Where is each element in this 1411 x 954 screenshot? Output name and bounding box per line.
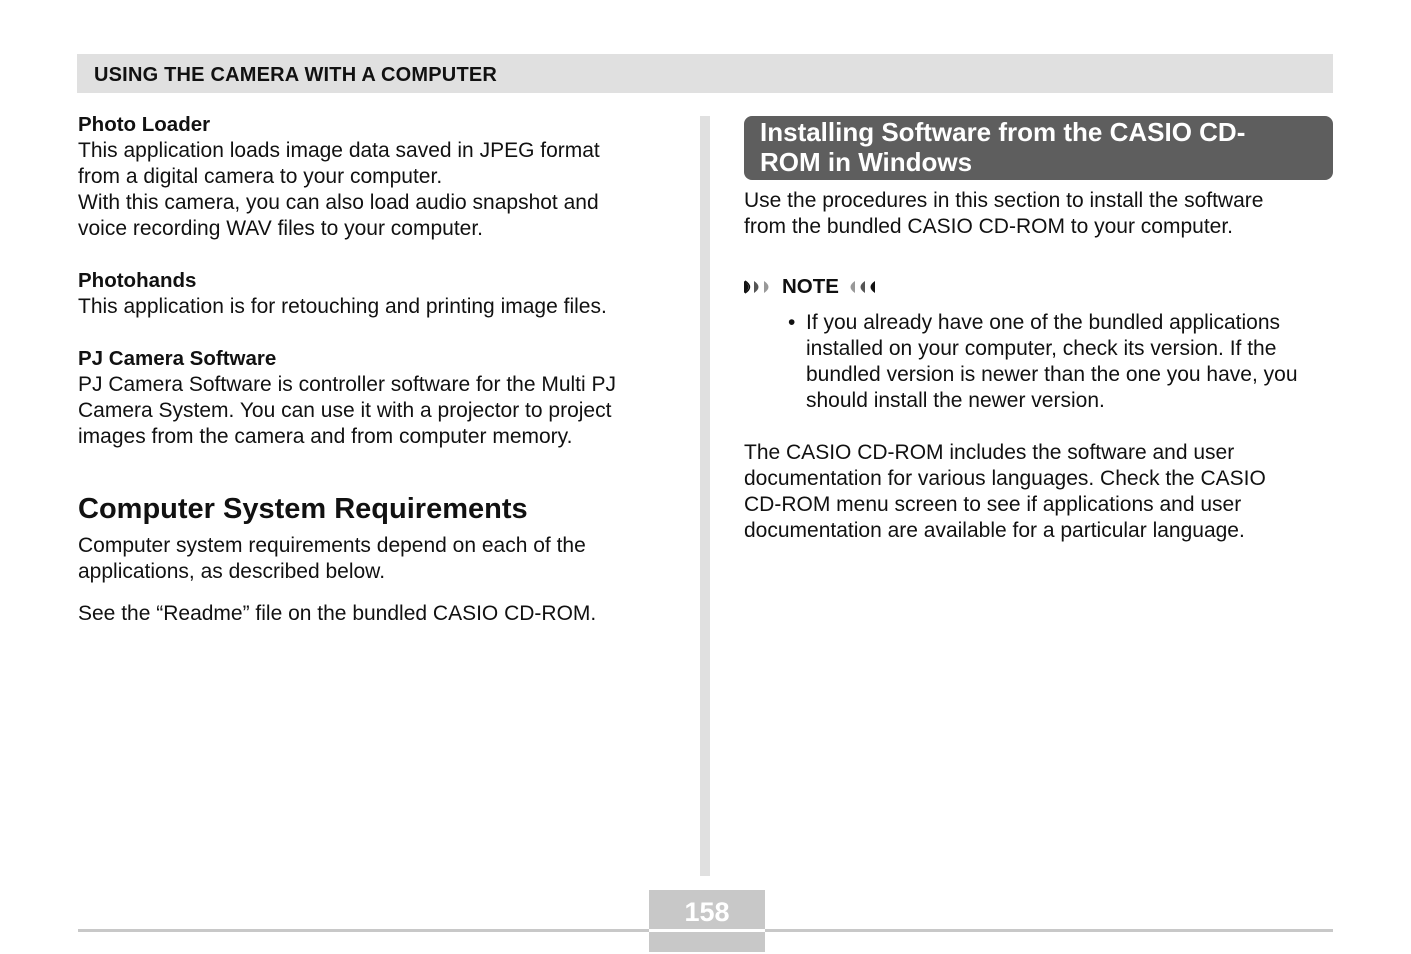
page-number-separator bbox=[649, 929, 765, 932]
intro-line: Use the procedures in this section to install the software bbox=[744, 189, 1264, 212]
left-column bbox=[78, 112, 678, 627]
section-title-box bbox=[744, 116, 1333, 180]
app-desc-line: PJ Camera Software is controller software for the Multi PJ bbox=[78, 373, 617, 396]
requirements-line: Computer system requirements depend on each of the bbox=[78, 534, 586, 557]
app-desc-line: images from the camera and from computer memory. bbox=[78, 425, 573, 448]
intro-paragraph bbox=[744, 188, 1334, 240]
chapter-title: USING THE CAMERA WITH A COMPUTER bbox=[94, 64, 498, 86]
note-header bbox=[744, 274, 1334, 300]
intro-line: from the bundled CASIO CD-ROM to your computer. bbox=[744, 215, 1234, 238]
readme-note: See the “Readme” file on the bundled CASIO CD-ROM. bbox=[78, 602, 597, 625]
app-pj-camera-software bbox=[78, 346, 678, 450]
section-title-line: ROM in Windows bbox=[760, 147, 973, 177]
note-list bbox=[788, 310, 1334, 414]
app-desc-line: Camera System. You can use it with a projector to project bbox=[78, 399, 612, 422]
closing-line: CD-ROM menu screen to see if applications and user bbox=[744, 493, 1242, 516]
note-arrows-right-icon bbox=[744, 279, 774, 295]
note-line: installed on your computer, check its version. If the bbox=[806, 337, 1277, 360]
app-desc-line: This application is for retouching and printing image files. bbox=[78, 295, 607, 318]
app-photohands bbox=[78, 268, 678, 320]
closing-line: The CASIO CD-ROM includes the software and user bbox=[744, 441, 1235, 464]
closing-line: documentation are available for a particular language. bbox=[744, 519, 1245, 542]
note-line: If you already have one of the bundled applications bbox=[806, 311, 1281, 334]
requirements-heading: Computer System Requirements bbox=[78, 493, 528, 525]
list-item bbox=[788, 310, 1334, 414]
app-title: Photohands bbox=[78, 269, 197, 292]
closing-line: documentation for various languages. Check the CASIO bbox=[744, 467, 1266, 490]
app-photo-loader bbox=[78, 112, 678, 242]
section-title-line: Installing Software from the CASIO CD- bbox=[760, 117, 1246, 147]
closing-paragraph bbox=[744, 440, 1334, 544]
app-desc-line: With this camera, you can also load audio snapshot and bbox=[78, 191, 599, 214]
app-desc-line: This application loads image data saved in JPEG format bbox=[78, 139, 600, 162]
app-title: Photo Loader bbox=[78, 113, 211, 136]
note-line: should install the newer version. bbox=[806, 389, 1105, 412]
page-number: 158 bbox=[684, 897, 730, 927]
page-number-box bbox=[649, 890, 765, 952]
header-bar bbox=[77, 54, 1333, 93]
note-line: bundled version is newer than the one you have, you bbox=[806, 363, 1298, 386]
note-label: NOTE bbox=[782, 275, 839, 298]
app-desc-line: from a digital camera to your computer. bbox=[78, 165, 443, 188]
column-divider bbox=[700, 116, 710, 876]
page-number-top bbox=[649, 890, 765, 929]
bullet-icon: • bbox=[788, 311, 796, 334]
note-arrows-left-icon bbox=[845, 279, 875, 295]
right-column bbox=[744, 116, 1334, 544]
requirements-line: applications, as described below. bbox=[78, 560, 386, 583]
app-desc-line: voice recording WAV files to your computer. bbox=[78, 217, 483, 240]
app-title: PJ Camera Software bbox=[78, 347, 277, 370]
